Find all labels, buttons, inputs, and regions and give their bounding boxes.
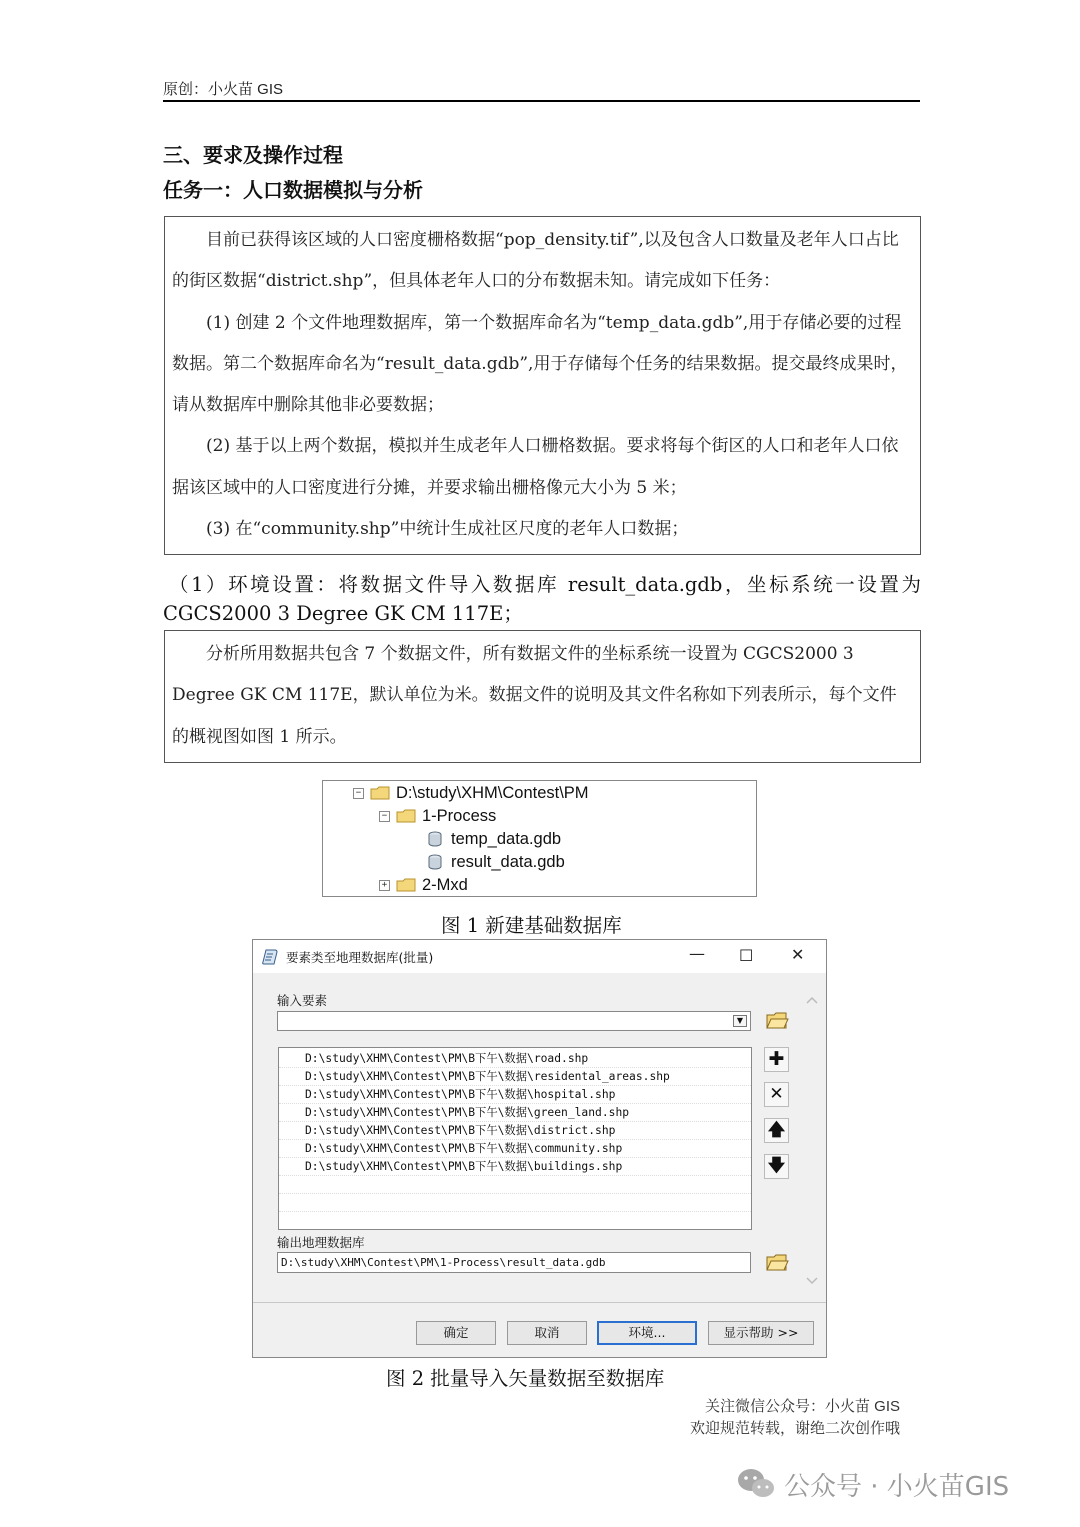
open-folder-icon: [765, 1250, 789, 1274]
tree-mxd-label: 2-Mxd: [422, 875, 468, 894]
browse-input-button[interactable]: [764, 1008, 789, 1033]
arrow-down-icon: 🡇: [767, 1156, 786, 1176]
browse-output-button[interactable]: [764, 1250, 789, 1275]
input-features-combo[interactable]: [277, 1011, 751, 1031]
list-item[interactable]: D:\study\XHM\Contest\PM\B下午\数据\road.shp: [279, 1050, 751, 1068]
task-paragraph: (3) 在“community.shp”中统计生成社区尺度的老年人口数据；: [206, 519, 689, 540]
database-icon: [427, 831, 443, 847]
list-item[interactable]: D:\study\XHM\Contest\PM\B下午\数据\hospital.shp: [279, 1086, 751, 1104]
database-icon: [427, 854, 443, 870]
wechat-icon: [736, 1467, 776, 1501]
folder-icon: [396, 809, 416, 823]
list-item-empty: [279, 1194, 751, 1212]
collapse-icon[interactable]: −: [379, 811, 390, 822]
list-item-empty: [279, 1176, 751, 1194]
tree-process-label: 1-Process: [422, 806, 497, 825]
batch-import-dialog: [252, 939, 827, 1358]
page-header: 原创：小火苗 GIS: [163, 81, 284, 98]
list-item[interactable]: D:\study\XHM\Contest\PM\B下午\数据\community.shp: [279, 1140, 751, 1158]
collapse-icon[interactable]: −: [353, 788, 364, 799]
task-title: 任务一：人口数据模拟与分析: [163, 178, 423, 202]
environments-button[interactable]: 环境...: [597, 1321, 697, 1345]
header-divider: [163, 100, 920, 102]
scroll-down-icon[interactable]: [807, 1278, 817, 1283]
move-down-button[interactable]: [764, 1154, 789, 1179]
dialog-title: 要素类至地理数据库(批量): [286, 950, 434, 965]
dialog-scrollbar[interactable]: [804, 995, 820, 1298]
output-gdb-label: 输出地理数据库: [277, 1235, 365, 1250]
move-up-button[interactable]: [764, 1118, 789, 1143]
arrow-up-icon: 🡅: [767, 1120, 786, 1140]
dialog-titlebar: [253, 940, 826, 973]
input-features-label: 输入要素: [277, 993, 328, 1008]
show-help-button[interactable]: 显示帮助 >>: [708, 1321, 814, 1345]
watermark: [736, 1464, 1009, 1504]
footer-line-1: 关注微信公众号：小火苗 GIS: [704, 1398, 900, 1415]
tree-root-label: D:\study\XHM\Contest\PM: [396, 783, 589, 802]
tree-gdb-label: temp_data.gdb: [451, 829, 562, 848]
watermark-text: 公众号 · 小火苗GIS: [784, 1471, 1010, 1502]
dropdown-arrow-icon[interactable]: ▼: [733, 1015, 747, 1027]
remove-icon: ✕: [769, 1084, 784, 1104]
info-paragraph: 分析所用数据共包含 7 个数据文件，所有数据文件的坐标系统一设置为 CGCS2000 3 Degree GK CM 117E，默认单位为米。数据文件的说明及其文件名称如下列表所示，每个文件的概视图如图 1 所示。: [172, 644, 897, 747]
task-paragraph: (1) 创建 2 个文件地理数据库，第一个数据库命名为“temp_data.gdb”,用于存储必要的过程数据。第二个数据库命名为“result_data.gdb”,用于存储每个任务的结果数据。提交最终成果时，请从数据库中删除其他非必要数据；: [172, 312, 908, 416]
plus-icon: ✚: [768, 1048, 785, 1070]
info-box: [164, 630, 921, 763]
tree-node-mxd[interactable]: [379, 874, 468, 896]
folder-icon: [396, 878, 416, 892]
section-title: 三、要求及操作过程: [163, 143, 343, 167]
scroll-up-icon[interactable]: [807, 998, 817, 1003]
task-paragraph: 目前已获得该区域的人口密度栅格数据“pop_density.tif”,以及包含人口数量及老年人口占比的街区数据“district.shp”，但具体老年人口的分布数据未知。请完成如下任务：: [172, 230, 899, 292]
tree-node-root[interactable]: [353, 782, 589, 804]
input-features-list[interactable]: [278, 1047, 752, 1230]
task-box: [164, 216, 921, 555]
list-item[interactable]: D:\study\XHM\Contest\PM\B下午\数据\buildings.shp: [279, 1158, 751, 1176]
tree-node-process[interactable]: [379, 805, 496, 827]
list-item[interactable]: D:\study\XHM\Contest\PM\B下午\数据\district.shp: [279, 1122, 751, 1140]
folder-tree: [322, 780, 757, 897]
env-setting-text: （1）环境设置：将数据文件导入数据库 result_data.gdb，坐标系统一设置为 CGCS2000 3 Degree GK CM 117E；: [163, 573, 921, 625]
task-paragraph: (2) 基于以上两个数据，模拟并生成老年人口栅格数据。要求将每个街区的人口和老年人口依据该区域中的人口密度进行分摊，并要求输出栅格像元大小为 5 米；: [172, 436, 899, 498]
tool-script-icon: [262, 948, 278, 966]
footer-line-2: 欢迎规范转载，谢绝二次创作哦: [689, 1420, 900, 1437]
output-gdb-field[interactable]: D:\study\XHM\Contest\PM\1-Process\result_data.gdb: [277, 1252, 751, 1273]
button-bar-divider: [253, 1302, 826, 1303]
add-button[interactable]: [764, 1047, 789, 1072]
figure-1-caption: 图 1 新建基础数据库: [441, 914, 622, 937]
tree-node-temp-gdb[interactable]: [427, 828, 561, 850]
tree-node-result-gdb[interactable]: [427, 851, 565, 873]
list-item[interactable]: D:\study\XHM\Contest\PM\B下午\数据\green_land.shp: [279, 1104, 751, 1122]
tree-gdb-label: result_data.gdb: [451, 852, 565, 871]
maximize-icon[interactable]: ☐: [739, 946, 754, 965]
open-folder-icon: [765, 1008, 789, 1032]
remove-button[interactable]: [764, 1082, 789, 1107]
list-item[interactable]: D:\study\XHM\Contest\PM\B下午\数据\residental_areas.shp: [279, 1068, 751, 1086]
folder-icon: [370, 786, 390, 800]
ok-button[interactable]: 确定: [416, 1321, 496, 1345]
minimize-icon[interactable]: —: [689, 944, 705, 963]
close-icon[interactable]: ✕: [791, 945, 805, 964]
figure-2-caption: 图 2 批量导入矢量数据至数据库: [386, 1367, 665, 1390]
cancel-button[interactable]: 取消: [507, 1321, 587, 1345]
expand-icon[interactable]: +: [379, 880, 390, 891]
